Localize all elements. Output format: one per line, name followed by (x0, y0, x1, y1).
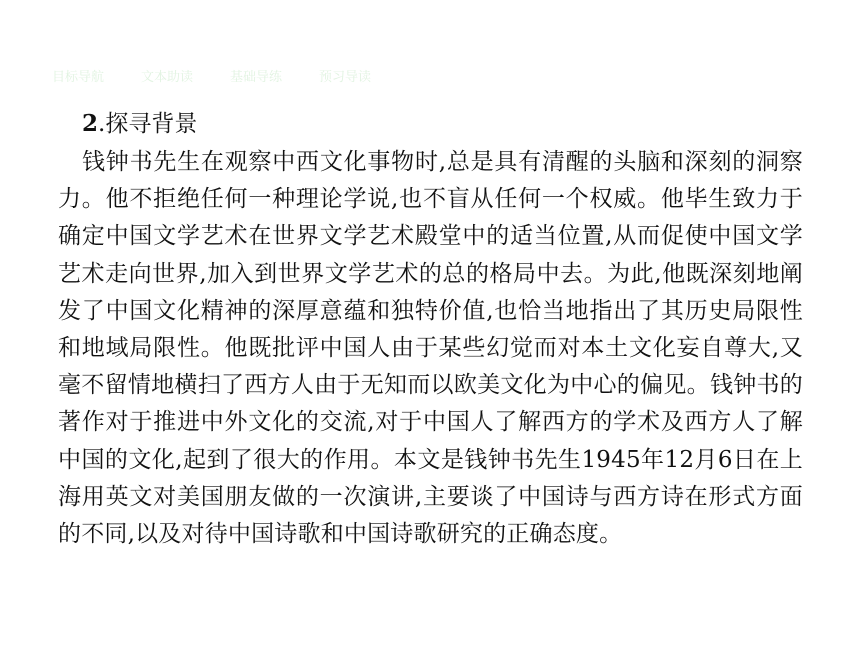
section-number: 2 (82, 110, 99, 137)
section-heading (82, 108, 803, 140)
tab-text-reading-aid[interactable]: 文本助读 (141, 70, 194, 85)
section-title: .探寻背景 (98, 111, 198, 137)
slide-content (58, 108, 803, 553)
background-paragraph: 钱钟书先生在观察中西文化事物时,总是具有清醒的头脑和深刻的洞察力。他不拒绝任何一种理论学说,也不盲从任何一个权威。他毕生致力于确定中国文学艺术在世界文学艺术殿堂中的适当位置,从而促使中国文学艺术走向世界,加入到世界文学艺术的总的格局中去。为此,他既深刻地阐发了中国文化精神的深厚意蕴和独特价值,也恰当地指出了其历史局限性和地域局限性。他既批评中国人由于某些幻觉而对本土文化妄自尊大,又毫不留情地横扫了西方人由于无知而以欧美文化为中心的偏见。钱钟书的著作对于推进中外文化的交流,对于中国人了解西方的学术及西方人了解中国的文化,起到了很大的作用。本文是钱钟书先生1945年12月6日在上海用英文对美国朋友做的一次演讲,主要谈了中国诗与西方诗在形式方面的不同,以及对待中国诗歌和中国诗歌研究的正确态度。 (58, 149, 803, 548)
tab-preview-guide[interactable]: 预习导读 (319, 70, 372, 85)
tab-objectives[interactable]: 目标导航 (52, 70, 105, 85)
top-navigation (52, 66, 408, 85)
tab-basic-exercises[interactable]: 基础导练 (230, 70, 283, 85)
